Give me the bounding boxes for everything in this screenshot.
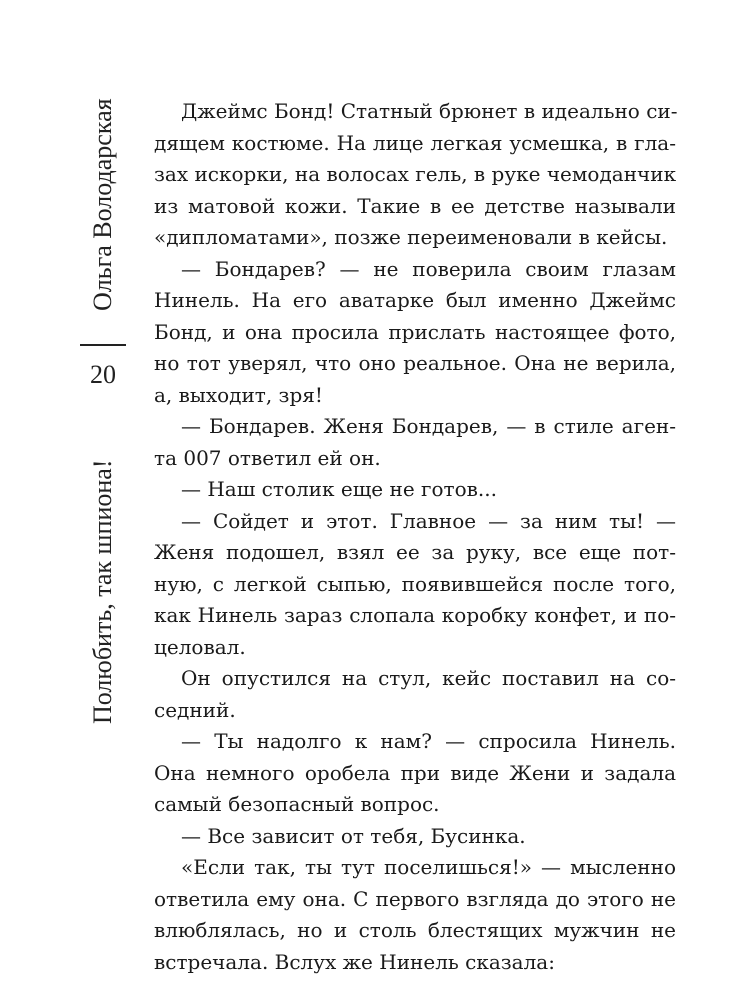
text-line: седний.	[154, 697, 236, 722]
text-line: ную, с легкой сыпью, появившейся после того,	[154, 571, 676, 596]
text-line: влюблялась, но и столь блестящих мужчин не	[154, 918, 676, 942]
text-line: Нинель. На его аватарке был именно Джеймс	[154, 288, 676, 312]
text-line: та 007 ответил ей он.	[154, 445, 381, 470]
text-line: — Наш столик еще не готов...	[181, 477, 497, 501]
text-line: из матовой кожи. Такие в ее детстве называли	[154, 193, 676, 218]
text-line: Он опустился на стул, кейс поставил на со-	[181, 666, 676, 690]
body-text	[154, 96, 676, 978]
text-line: Она немного оробела при виде Жени и задала	[154, 760, 676, 785]
text-line: но тот уверял, что оно реальное. Она не верила,	[154, 351, 676, 375]
text-line: ответила ему она. С первого взгляда до этого не	[154, 886, 676, 911]
text-line: встречала. Вслух же Нинель сказала:	[154, 949, 555, 974]
text-line: целовал.	[154, 634, 246, 659]
text-line: Женя подошел, взял ее за руку, все еще пот-	[154, 540, 676, 564]
text-line: Джеймс Бонд! Статный брюнет в идеально си-	[181, 99, 678, 123]
running-head-divider	[80, 344, 126, 346]
text-line: Бонд, и она просила прислать настоящее фото,	[154, 319, 676, 344]
text-line: — Бондарев? — не поверила своим глазам	[181, 256, 676, 281]
book-title: Полюбить, так шпиона!	[88, 459, 117, 725]
text-line: — Бондарев. Женя Бондарев, — в стиле аген-	[181, 414, 676, 438]
text-line: — Ты надолго к нам? — спросила Нинель.	[181, 729, 676, 753]
running-head	[70, 92, 136, 752]
text-line: — Все зависит от тебя, Бусинка.	[181, 823, 526, 848]
text-line: «дипломатами», позже переименовали в кейсы.	[154, 225, 668, 249]
author-name: Ольга Володарская	[88, 98, 117, 311]
text-line: самый безопасный вопрос.	[154, 792, 440, 816]
page-number: 20	[90, 360, 116, 389]
text-line: как Нинель зараз слопала коробку конфет, и по-	[154, 603, 676, 627]
text-line: зах искорки, на волосах гель, в руке чемоданчик	[154, 162, 677, 186]
text-line: дящем костюме. На лице легкая усмешка, в гла-	[154, 130, 676, 155]
text-line: а, выходит, зря!	[154, 382, 323, 407]
text-line: — Сойдет и этот. Главное — за ним ты! —	[181, 508, 676, 533]
text-line: «Если так, ты тут поселишься!» — мысленно	[181, 855, 676, 879]
